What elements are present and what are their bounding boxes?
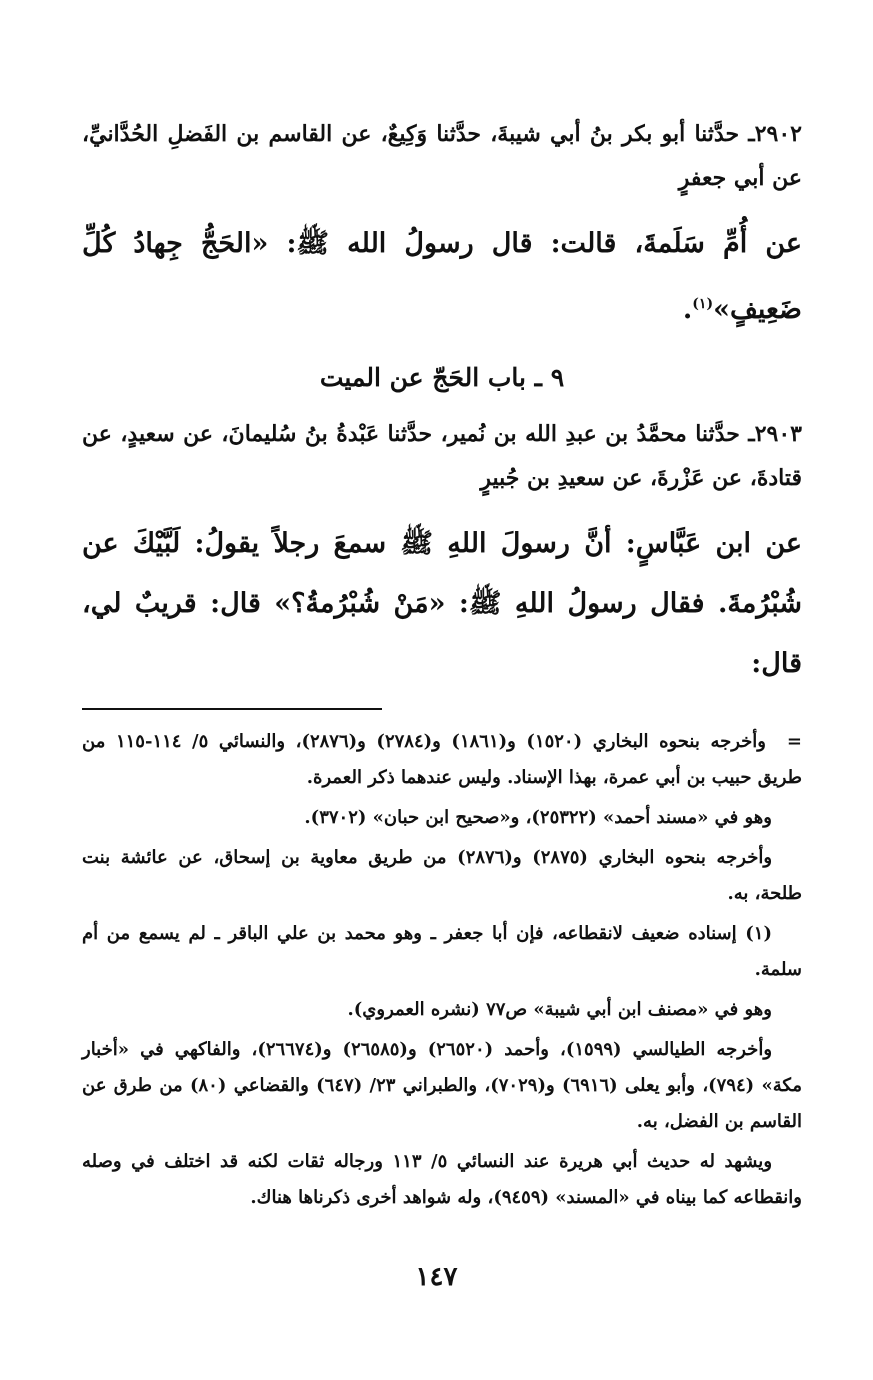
footnote-ref-1[interactable]: (١) <box>692 296 714 312</box>
footnote-item: وأخرجه بنحوه البخاري (٢٨٧٥) و(٢٨٧٦) من طريق معاوية بن إسحاق، عن عائشة بنت طلحة، به. <box>82 847 802 904</box>
hadith-2902-matn-text: عن أُمِّ سَلَمةَ، قالت: قال رسولُ الله ﷺ: «الحَجُّ جِهادُ كُلِّ ضَعِيفٍ» <box>82 228 802 325</box>
footnote-divider <box>82 708 382 710</box>
hadith-2902-matn <box>82 214 802 340</box>
continuation-mark: = <box>786 731 802 752</box>
hadith-2903-isnad: ٢٩٠٣ـ حدَّثنا محمَّدُ بن عبدِ الله بن نُمير، حدَّثنا عَبْدةُ بنُ سُليمانَ، عن سعيدٍ، عن قتادةَ، عن عَزْرةَ، عن سعيدِ بن جُبيرٍ <box>82 421 802 491</box>
hadith-2902-matn-end: . <box>682 294 693 325</box>
page-number: ١٤٧ <box>415 1262 458 1292</box>
page-body <box>82 112 802 1220</box>
footnote-text: وأخرجه بنحوه البخاري (١٥٢٠) و(١٨٦١) و(٢٧٨٤) و(٢٨٧٦)، والنسائي ٥/ ١١٤-١١٥ من طريق حبيب بن أبي عمرة، بهذا الإسناد. وليس عندهما ذكر العمرة. <box>82 731 802 788</box>
footnote-1: (١) إسناده ضعيف لانقطاعه، فإن أبا جعفر ـ وهو محمد بن علي الباقر ـ لم يسمع من أم سلمة. <box>82 923 802 980</box>
footnote-item: ويشهد له حديث أبي هريرة عند النسائي ٥/ ١١٣ ورجاله ثقات لكنه قد اختلف في وصله وانقطاعه كما بيناه في «المسند» (٩٤٥٩)، وله شواهد أخرى ذكرناها هناك. <box>82 1151 802 1208</box>
footnotes <box>82 724 802 1216</box>
hadith-2903-matn: عن ابن عَبَّاسٍ: أنَّ رسولَ اللهِ ﷺ سمعَ رجلاً يقولُ: لَبَّيْكَ عن شُبْرُمةَ. فقال رسولُ اللهِ ﷺ: «مَنْ شُبْرُمةُ؟» قال: قريبٌ لي، قال: <box>82 528 802 679</box>
footnote-item: وهو في «مسند أحمد» (٢٥٣٢٢)، و«صحيح ابن حبان» (٣٧٠٢). <box>304 807 772 828</box>
footnote-item: وهو في «مصنف ابن أبي شيبة» ص٧٧ (نشره العمروي). <box>347 999 772 1020</box>
footnote-item: وأخرجه الطيالسي (١٥٩٩)، وأحمد (٢٦٥٢٠) و(٢٦٥٨٥) و(٢٦٦٧٤)، والفاكهي في «أخبار مكة» (٧٩٤)، وأبو يعلى (٦٩١٦) و(٧٠٢٩)، والطبراني ٢٣/ (٦٤٧) والقضاعي (٨٠) من طرق عن القاسم بن الفضل، به. <box>82 1039 802 1132</box>
hadith-2902-isnad: ٢٩٠٢ـ حدَّثنا أبو بكر بنُ أبي شيبةَ، حدَّثنا وَكِيعٌ، عن القاسم بن الفَضلِ الحُدَّانيِّ، عن أبي جعفرٍ <box>82 121 802 191</box>
chapter-title: ٩ ـ باب الحَجّ عن الميت <box>319 363 565 392</box>
footnote-item <box>82 724 802 796</box>
